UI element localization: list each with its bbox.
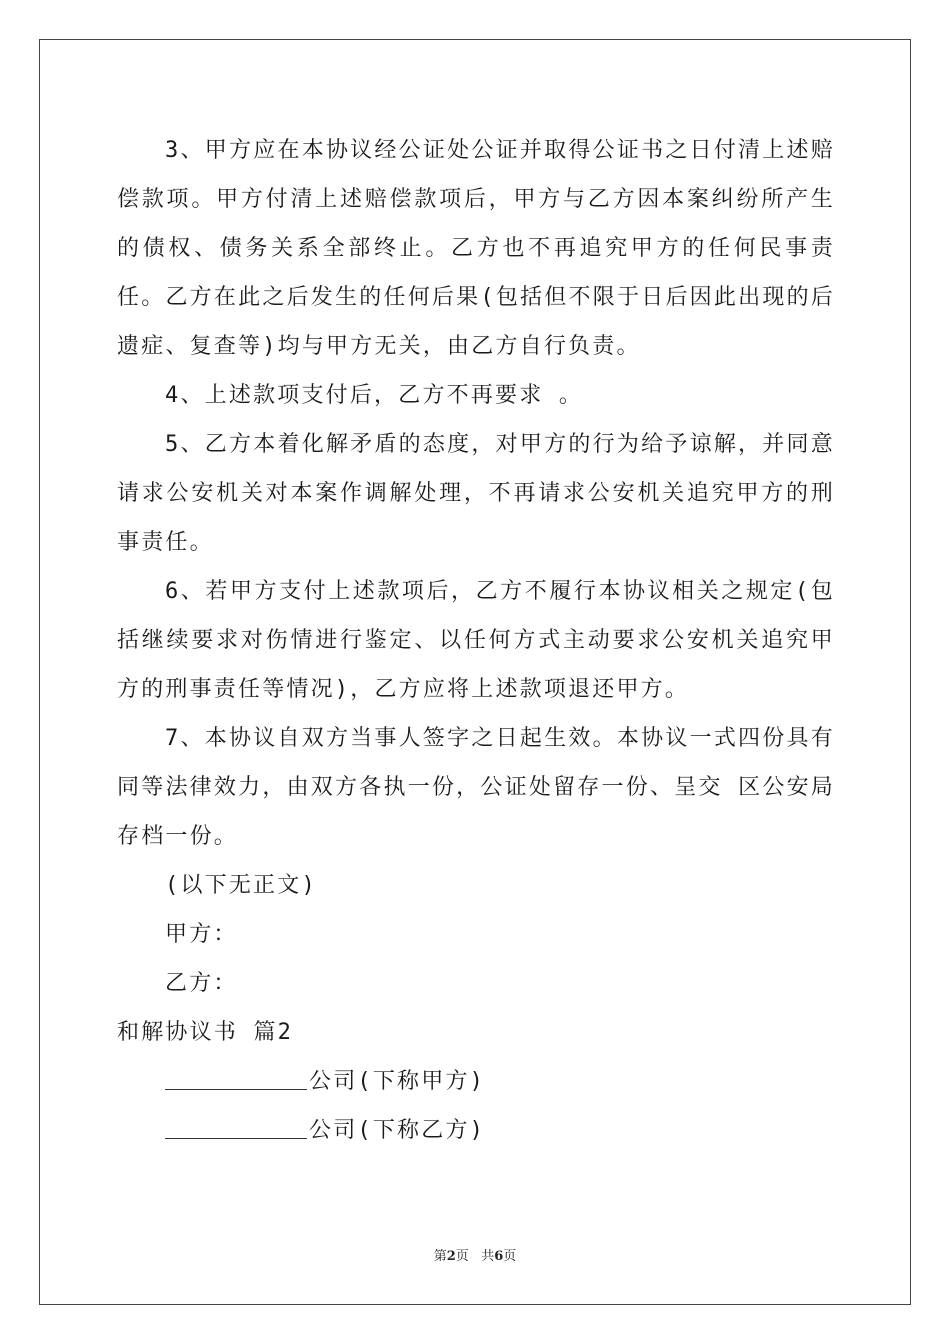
party-b-signature-label: 乙方：: [165, 971, 238, 996]
no-text-note: (以下无正文): [165, 873, 317, 898]
company-b-blank: [165, 1116, 307, 1139]
total-suffix: 页: [503, 1249, 517, 1264]
page-suffix: 页: [455, 1249, 469, 1264]
company-a-line: [117, 1057, 835, 1106]
page-prefix: 第: [433, 1249, 447, 1264]
company-a-label: 公司(下称甲方): [309, 1069, 486, 1094]
clause-7: 7、本协议自双方当事人签字之日起生效。本协议一式四份具有同等法律效力，由双方各执一份，公证处留存一份、呈交 区公安局存档一份。: [117, 726, 835, 849]
clause-5: 5、乙方本着化解矛盾的态度，对甲方的行为给予谅解，并同意请求公安机关对本案作调解处理，不再请求公安机关追究甲方的刑事责任。: [117, 432, 835, 555]
party-a-signature-label: 甲方：: [165, 922, 238, 947]
document-body: [117, 126, 835, 1155]
company-b-label: 公司(下称乙方): [309, 1118, 486, 1143]
page-number: 2: [446, 1249, 456, 1264]
company-a-blank: [165, 1067, 307, 1090]
total-prefix: 共: [481, 1249, 495, 1264]
clause-6: 6、若甲方支付上述款项后，乙方不履行本协议相关之规定(包括继续要求对伤情进行鉴定、以任何方式主动要求公安机关追究甲方的刑事责任等情况)，乙方应将上述款项退还甲方。: [117, 579, 835, 702]
section-heading: 和解协议书 篇2: [117, 1020, 294, 1045]
company-b-line: [117, 1106, 835, 1155]
page-footer: [0, 1245, 950, 1264]
total-pages: 6: [494, 1249, 504, 1264]
clause-4: 4、上述款项支付后，乙方不再要求 。: [165, 383, 584, 408]
clause-3: 3、甲方应在本协议经公证处公证并取得公证书之日付清上述赔偿款项。甲方付清上述赔偿款项后，甲方与乙方因本案纠纷所产生的债权、债务关系全部终止。乙方也不再追究甲方的任何民事责任。乙方在此之后发生的任何后果(包括但不限于日后因此出现的后遗症、复查等)均与甲方无关，由乙方自行负责。: [117, 138, 835, 359]
